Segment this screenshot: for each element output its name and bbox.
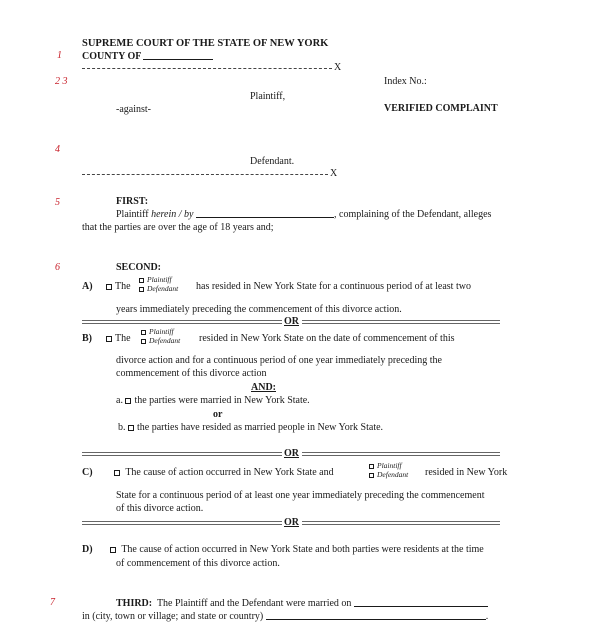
option-b-text: resided in New York State on the date of commencement of this [199, 333, 455, 344]
caption-top-rule [82, 68, 332, 69]
first-line-1: Plaintiff herein / by , complaining of the Defendant, alleges [116, 209, 492, 220]
option-c-text: The cause of action occurred in New York State and [114, 467, 334, 479]
option-c-checkbox[interactable] [114, 470, 120, 476]
margin-number-1: 1 [57, 50, 62, 61]
option-c-suffix: resided in New York [425, 467, 508, 478]
or-rule-right-3 [302, 521, 500, 525]
option-bb-checkbox[interactable] [128, 425, 134, 431]
caption-bottom-rule [82, 174, 328, 175]
and-heading: AND: [251, 382, 276, 393]
option-b-plaintiff-checkbox[interactable] [141, 330, 146, 335]
county-line: COUNTY OF [82, 51, 213, 63]
option-c-plaintiff-checkbox[interactable] [369, 464, 374, 469]
option-a-text-2: years immediately preceding the commencement of this divorce action. [116, 304, 402, 315]
option-c-label: C) [82, 467, 93, 478]
caption-x-top: X [334, 62, 342, 73]
margin-number-5: 5 [55, 197, 60, 208]
or-rule-left-2 [82, 452, 282, 456]
option-a-defendant-checkbox[interactable] [139, 287, 144, 292]
plaintiff-name-blank[interactable] [196, 217, 334, 218]
against-label: -against- [116, 104, 151, 115]
or-rule-left-1 [82, 320, 282, 324]
option-d-text-2: of commencement of this divorce action. [116, 558, 280, 569]
or-divider-1: OR [284, 316, 299, 327]
option-a-plaintiff-checkbox[interactable] [139, 278, 144, 283]
option-ba: a. the parties were married in New York State. [116, 395, 310, 406]
court-title: SUPREME COURT OF THE STATE OF NEW YORK [82, 38, 329, 49]
option-b-defendant-checkbox[interactable] [141, 339, 146, 344]
county-blank[interactable] [143, 59, 213, 60]
defendant-label: Defendant. [250, 156, 295, 167]
plaintiff-label: Plaintiff, [250, 91, 286, 102]
first-heading: FIRST: [116, 196, 149, 207]
option-c-text-2: State for a continuous period of at least one year immediately preceding the commencement [116, 490, 485, 501]
option-b-party-choice: Plaintiff Defendant [141, 327, 180, 345]
option-a-checkbox[interactable] [106, 284, 112, 290]
option-b-checkbox[interactable] [106, 336, 112, 342]
or-divider-3: OR [284, 517, 299, 528]
or-lower: or [213, 409, 223, 420]
option-b-text-2: divorce action and for a continuous period of one year immediately preceding the [116, 355, 442, 366]
margin-number-4: 4 [55, 144, 60, 155]
or-rule-right-1 [302, 320, 500, 324]
option-c-defendant-checkbox[interactable] [369, 473, 374, 478]
option-a-label: A) [82, 281, 93, 292]
third-line-1: THIRD: The Plaintiff and the Defendant were married on [116, 598, 488, 610]
or-divider-2: OR [284, 448, 299, 459]
option-c-text-3: of this divorce action. [116, 503, 204, 514]
option-a-lead: The [106, 281, 131, 293]
marriage-place-blank[interactable] [266, 619, 486, 620]
option-c-party-choice: Plaintiff Defendant [369, 461, 408, 479]
first-line-2: that the parties are over the age of 18 years and; [82, 222, 274, 233]
marriage-date-blank[interactable] [354, 606, 488, 607]
option-b-label: B) [82, 333, 92, 344]
third-line-2: in (city, town or village; and state or country) . [82, 611, 489, 622]
or-rule-right-2 [302, 452, 500, 456]
caption-x-bottom: X [330, 168, 338, 179]
option-ba-checkbox[interactable] [125, 398, 131, 404]
option-a-party-choice: Plaintiff Defendant [139, 275, 178, 293]
option-bb: b. the parties have resided as married people in New York State. [118, 422, 384, 433]
option-b-text-3: commencement of this divorce action [116, 368, 267, 379]
margin-number-7: 7 [50, 597, 55, 608]
or-rule-left-3 [82, 521, 282, 525]
second-heading: SECOND: [116, 262, 162, 273]
option-d-checkbox[interactable] [110, 547, 116, 553]
complaint-title: VERIFIED COMPLAINT [384, 103, 498, 114]
margin-number-6: 6 [55, 262, 60, 273]
option-d-label: D) [82, 544, 93, 555]
margin-number-2-3: 2 3 [55, 76, 68, 87]
option-b-lead: The [106, 333, 131, 345]
option-d-text: The cause of action occurred in New York State and both parties were residents at the time [110, 544, 484, 556]
index-no-label: Index No.: [384, 76, 427, 87]
option-a-text: has resided in New York State for a continuous period of at least two [196, 281, 471, 292]
